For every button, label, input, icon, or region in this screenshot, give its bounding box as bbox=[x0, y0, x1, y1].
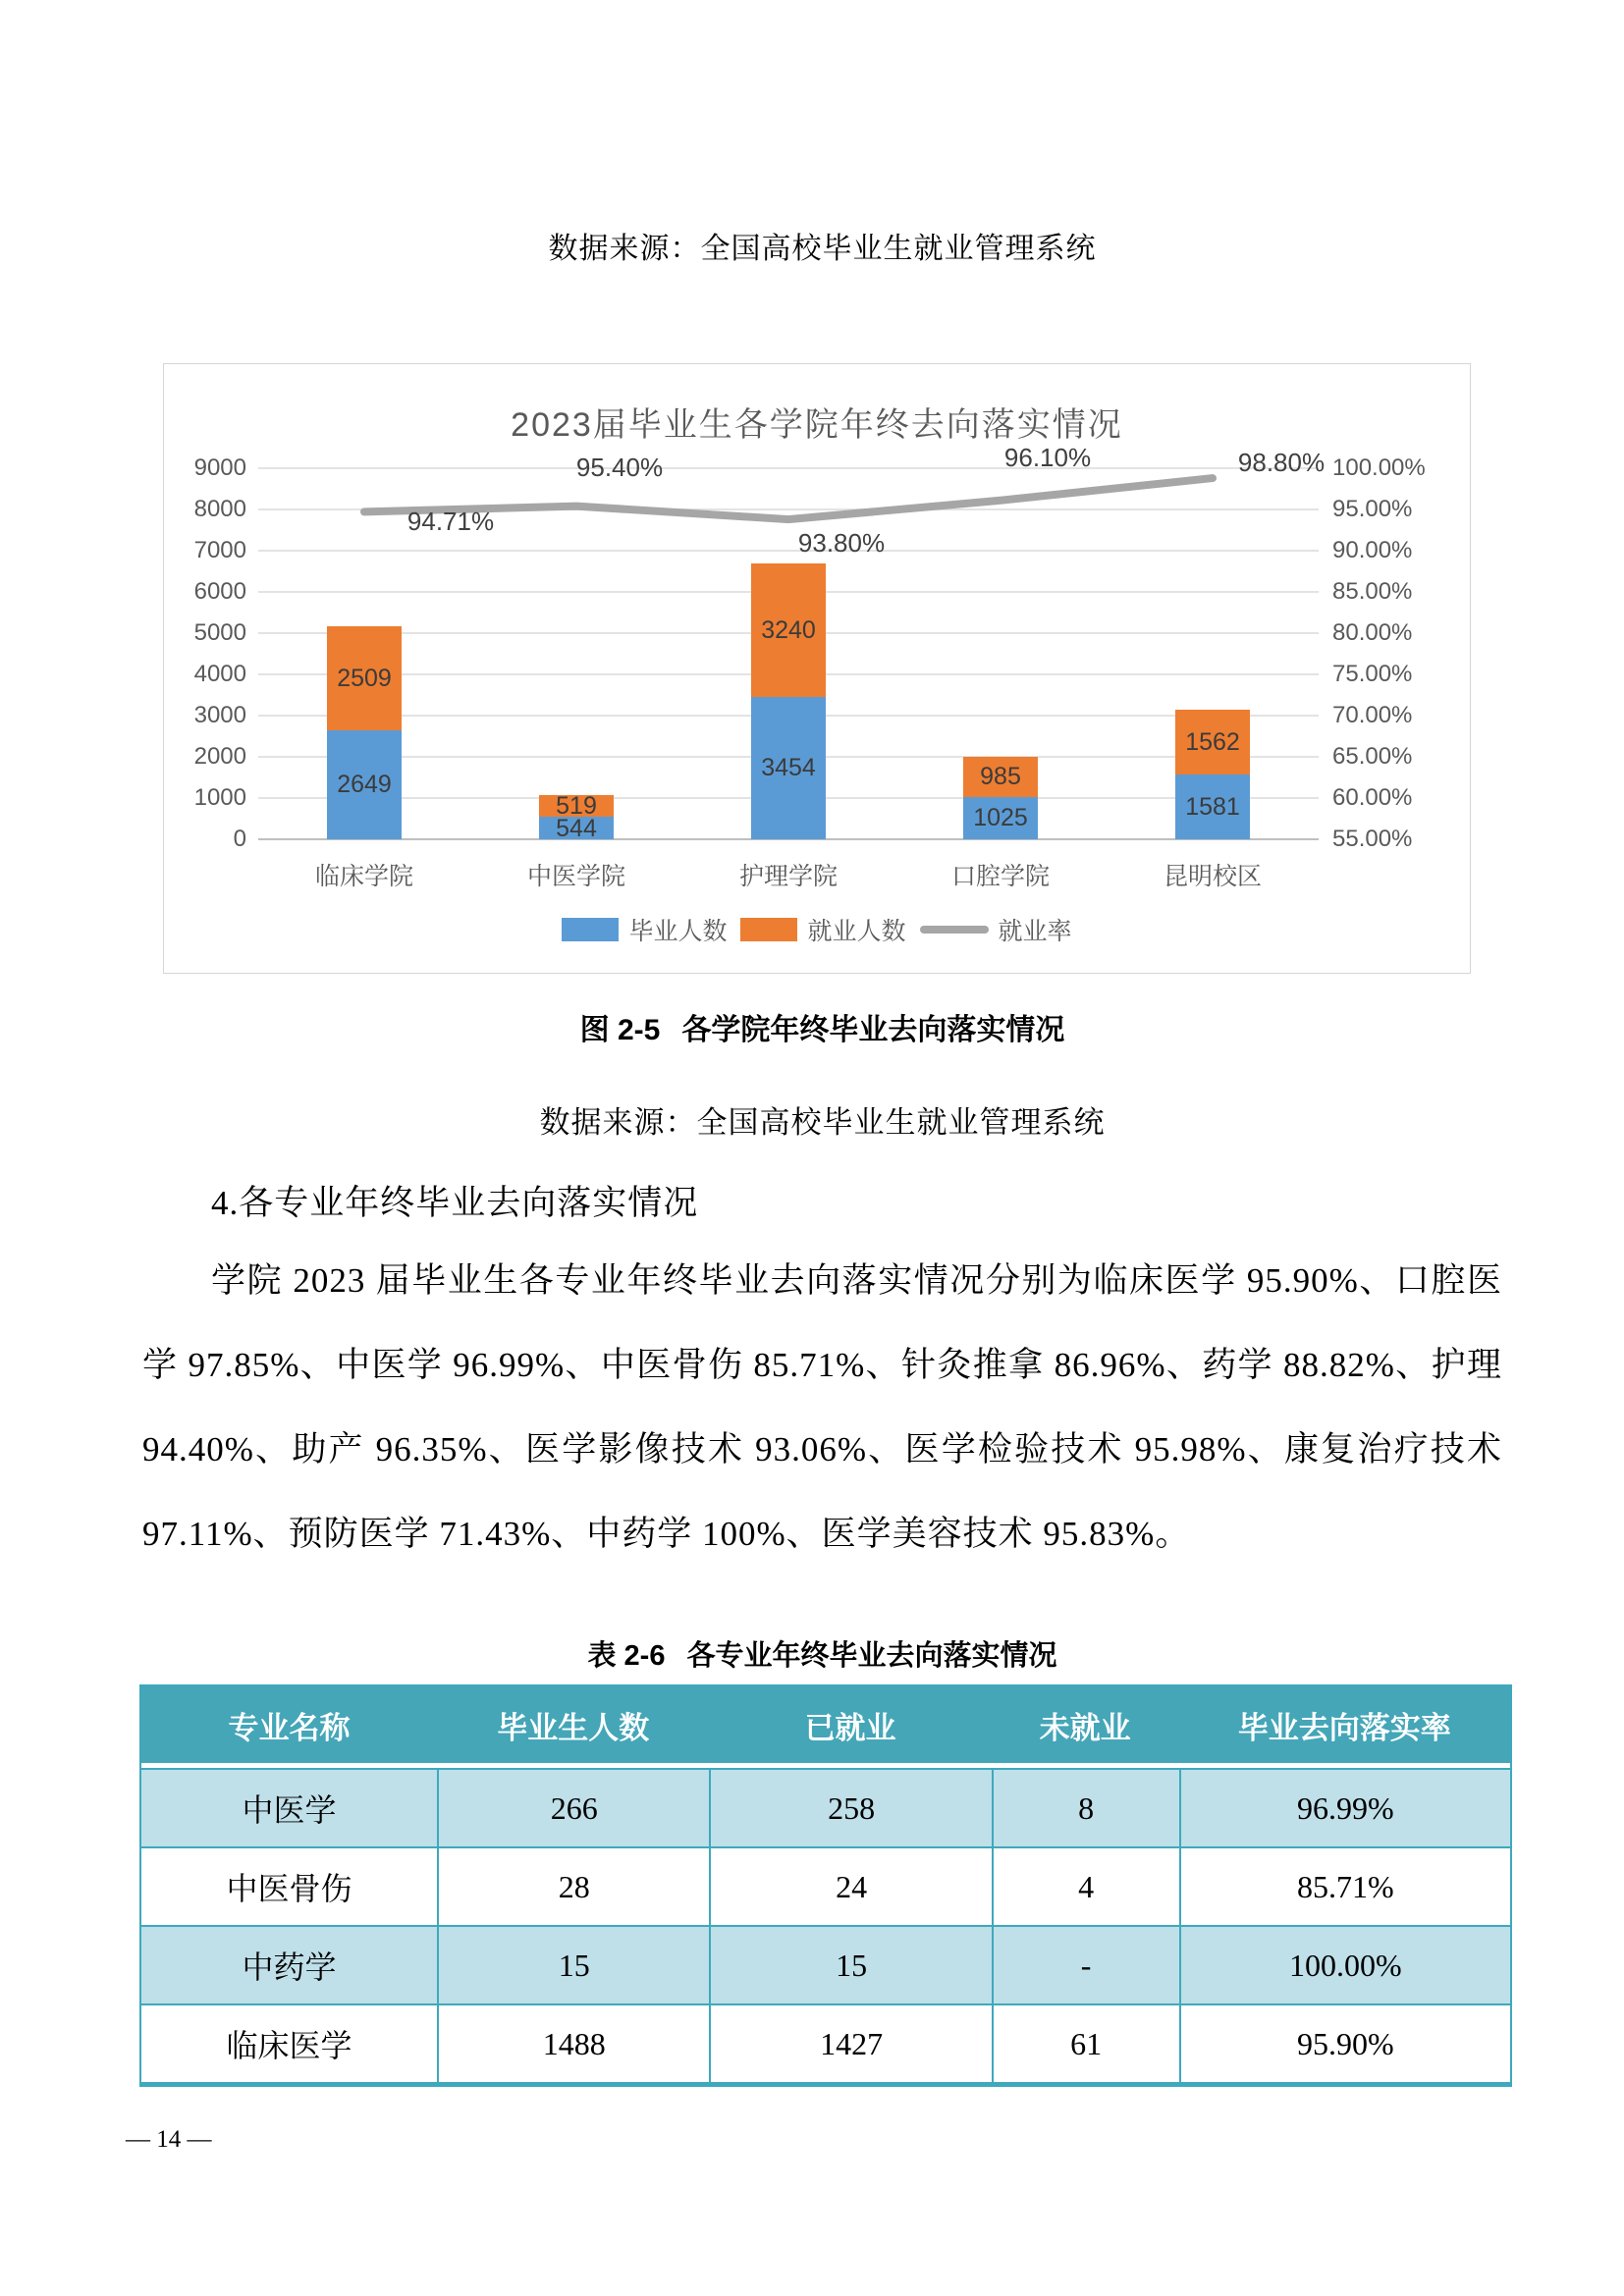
bar-value-label-employed: 519 bbox=[556, 792, 597, 821]
left-axis-tick: 4000 bbox=[193, 661, 246, 687]
table-cell: 266 bbox=[437, 1768, 709, 1846]
bar-value-label-graduates: 3454 bbox=[761, 754, 816, 782]
bar-value-label-graduates: 1581 bbox=[1185, 792, 1240, 821]
legend-swatch-line bbox=[920, 926, 989, 934]
left-axis-tick: 9000 bbox=[193, 454, 246, 481]
table-cell: 61 bbox=[992, 2003, 1179, 2082]
bar-value-label-employed: 3240 bbox=[761, 615, 816, 644]
table-cell: 24 bbox=[709, 1846, 991, 1925]
left-axis-tick: 6000 bbox=[193, 578, 246, 605]
chart-container bbox=[163, 363, 1471, 974]
legend-label: 就业率 bbox=[998, 918, 1072, 945]
bar-value-label-graduates: 1025 bbox=[973, 804, 1028, 832]
rate-point-label: 98.80% bbox=[1237, 448, 1326, 478]
right-axis-tick: 70.00% bbox=[1332, 702, 1413, 728]
figure-caption-title: 各学院年终毕业去向落实情况 bbox=[681, 1014, 1065, 1046]
table-cell: 96.99% bbox=[1179, 1768, 1510, 1846]
table-cell: 4 bbox=[992, 1846, 1179, 1925]
right-axis-tick: 95.00% bbox=[1332, 496, 1413, 522]
table-header-cell: 专业名称 bbox=[141, 1686, 437, 1768]
left-axis-tick: 5000 bbox=[193, 619, 246, 646]
left-axis-tick: 1000 bbox=[193, 784, 246, 811]
majors-outcome-table bbox=[139, 1684, 1512, 2087]
right-axis-tick: 85.00% bbox=[1332, 578, 1413, 605]
left-axis-tick: 0 bbox=[233, 826, 246, 852]
x-axis-category-label: 昆明校区 bbox=[1163, 863, 1262, 890]
table-header-cell: 毕业去向落实率 bbox=[1179, 1686, 1510, 1768]
table-row bbox=[141, 1768, 1510, 1846]
bar-value-label-employed: 2509 bbox=[337, 665, 392, 693]
table-header-row bbox=[141, 1686, 1510, 1768]
bar-value-label-employed: 985 bbox=[980, 763, 1021, 791]
table-cell: 中医学 bbox=[141, 1768, 437, 1846]
table-cell: 8 bbox=[992, 1768, 1179, 1846]
table-caption-number: 表 2-6 bbox=[587, 1640, 666, 1672]
table-cell: - bbox=[992, 1925, 1179, 2003]
table-cell: 15 bbox=[437, 1925, 709, 2003]
x-axis-category-label: 中医学院 bbox=[526, 863, 625, 890]
table-row bbox=[141, 1925, 1510, 2003]
page-number: — 14 — bbox=[126, 2126, 212, 2153]
table-caption bbox=[142, 1633, 1502, 1674]
x-axis-category-label: 护理学院 bbox=[738, 863, 838, 890]
legend-label: 毕业人数 bbox=[628, 918, 728, 945]
rate-point-label: 95.40% bbox=[575, 452, 664, 482]
table-row bbox=[141, 2003, 1510, 2082]
figure-caption bbox=[142, 1005, 1502, 1048]
right-axis-tick: 65.00% bbox=[1332, 743, 1413, 770]
chart-legend bbox=[164, 912, 1470, 947]
legend-label: 就业人数 bbox=[807, 918, 906, 945]
left-axis-tick: 7000 bbox=[193, 537, 246, 563]
x-axis-category-label: 临床学院 bbox=[314, 863, 413, 890]
data-source-note-top: 数据来源：全国高校毕业生就业管理系统 bbox=[548, 233, 1097, 265]
right-axis-tick: 90.00% bbox=[1332, 537, 1413, 563]
chart-title: 2023届毕业生各学院年终去向落实情况 bbox=[511, 406, 1123, 444]
body-paragraph: 学院 2023 届毕业生各专业年终毕业去向落实情况分别为临床医学 95.90%、口腔医学 97.85%、中医学 96.99%、中医骨伤 85.71%、针灸推拿 86.96%、药学 88.82%、护理 94.40%、助产 96.35%、医学影像技术 93.06%、医学检验技术 95.98%、康复治疗技术 97.11%、预防医学 71.43%、中药学 100%、医学美容技术 95.83%。 bbox=[142, 1261, 1502, 1553]
right-axis-tick: 55.00% bbox=[1332, 826, 1413, 852]
table-body bbox=[141, 1768, 1510, 2082]
table-cell: 1488 bbox=[437, 2003, 709, 2082]
figure-caption-number: 图 2-5 bbox=[579, 1014, 661, 1046]
table-cell: 1427 bbox=[709, 2003, 991, 2082]
data-source-note-below-figure: 数据来源：全国高校毕业生就业管理系统 bbox=[539, 1105, 1106, 1140]
x-axis-category-label: 口腔学院 bbox=[950, 863, 1050, 890]
legend-swatch-rect bbox=[562, 918, 619, 941]
table-cell: 258 bbox=[709, 1768, 991, 1846]
left-axis-tick: 8000 bbox=[193, 496, 246, 522]
table-cell: 85.71% bbox=[1179, 1846, 1510, 1925]
table-header-row bbox=[141, 1686, 1510, 1768]
bar-value-label-employed: 1562 bbox=[1185, 727, 1240, 756]
legend-item bbox=[740, 912, 905, 947]
rate-point-label: 96.10% bbox=[1003, 442, 1092, 472]
legend-swatch-rect bbox=[740, 918, 797, 941]
left-axis-tick: 2000 bbox=[193, 743, 246, 770]
table-header-cell: 毕业生人数 bbox=[437, 1686, 709, 1768]
bar-value-label-graduates: 544 bbox=[556, 814, 597, 842]
section-heading-text: 4.各专业年终毕业去向落实情况 bbox=[211, 1184, 699, 1222]
table-cell: 95.90% bbox=[1179, 2003, 1510, 2082]
table-cell: 15 bbox=[709, 1925, 991, 2003]
right-axis-tick: 80.00% bbox=[1332, 619, 1413, 646]
section-heading bbox=[142, 1176, 1502, 1225]
legend-item bbox=[562, 912, 727, 947]
left-axis-tick: 3000 bbox=[193, 702, 246, 728]
table-row bbox=[141, 1846, 1510, 1925]
table-header-cell: 未就业 bbox=[992, 1686, 1179, 1768]
right-axis-tick: 75.00% bbox=[1332, 661, 1413, 687]
table-cell: 100.00% bbox=[1179, 1925, 1510, 2003]
legend-item bbox=[920, 912, 1072, 947]
table-cell: 中医骨伤 bbox=[141, 1846, 437, 1925]
table-cell: 28 bbox=[437, 1846, 709, 1925]
table-cell: 中药学 bbox=[141, 1925, 437, 2003]
table-caption-title: 各专业年终毕业去向落实情况 bbox=[686, 1640, 1057, 1672]
right-axis-tick: 100.00% bbox=[1332, 454, 1426, 481]
rate-point-label: 94.71% bbox=[406, 507, 495, 537]
table-cell: 临床医学 bbox=[141, 2003, 437, 2082]
table-header-cell: 已就业 bbox=[709, 1686, 991, 1768]
bar-value-label-graduates: 2649 bbox=[337, 771, 392, 799]
right-axis-tick: 60.00% bbox=[1332, 784, 1413, 811]
rate-point-label: 93.80% bbox=[797, 528, 886, 559]
